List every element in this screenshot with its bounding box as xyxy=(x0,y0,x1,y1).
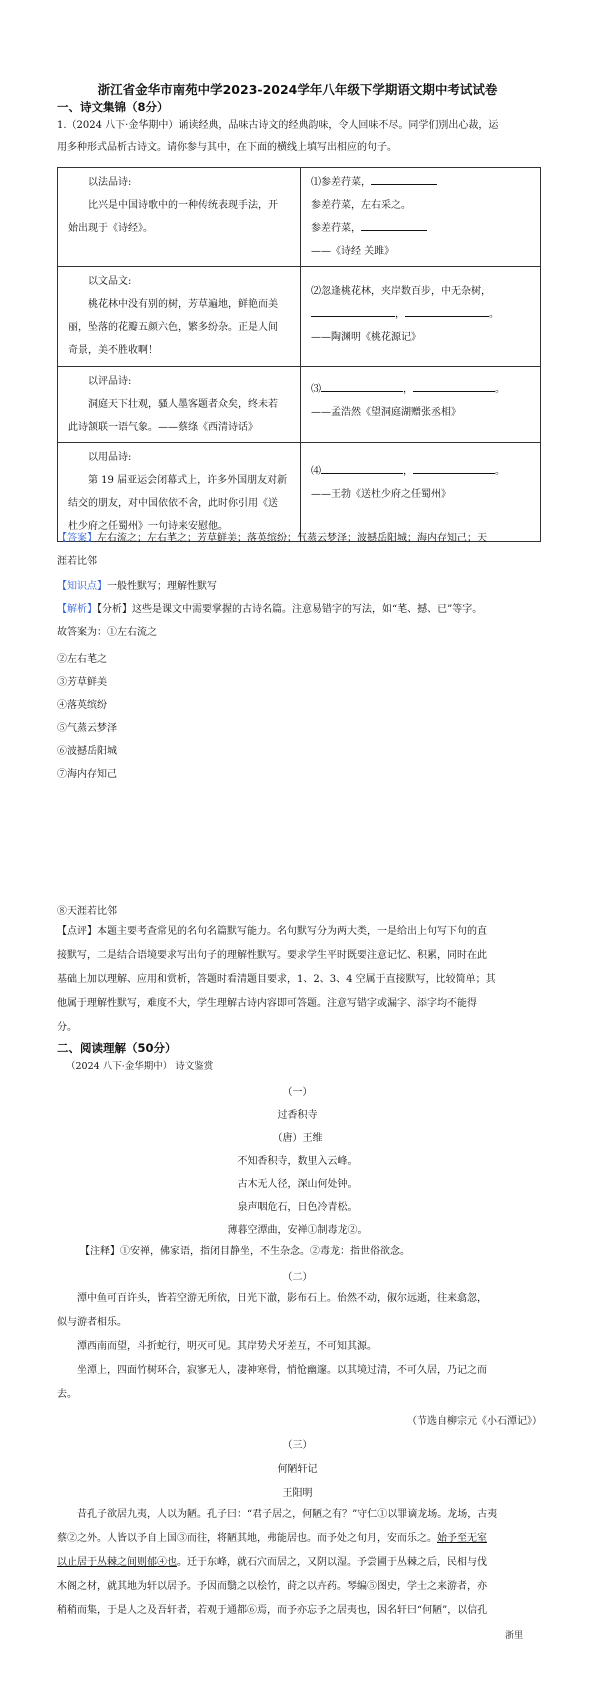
table-row xyxy=(58,267,541,367)
prose-line: 昔孔子欲居九夷，人以为陋。孔子曰：“君子居之，何陋之有？”守仁①以罪谪龙场。龙场，古夷 xyxy=(77,1509,498,1520)
cell-line: 以文品文: xyxy=(88,276,132,287)
underlined-text: 始予至无室 xyxy=(437,1533,487,1544)
answer-item: ②左右芼之 xyxy=(57,654,107,665)
prose-source: （节选自柳宗元《小石潭记》） xyxy=(407,1416,542,1427)
prose-line: 以止居于丛棘之间则郁④也。迁于东峰，就石穴而居之，又阴以湿。予尝圃于丛棘之后，民相与伐 xyxy=(57,1557,487,1568)
prose-line: 蔡②之外。人皆以予自上国③而往，将陋其地，弗能居也。而予处之旬月，安而乐之。始予至无室 xyxy=(57,1533,487,1544)
cell-line: 结交的朋友，对中国依依不舍，此时你引用《送 xyxy=(68,498,278,509)
answer-text: 涯若比邻 xyxy=(57,556,97,567)
prose-line: 稍稍而集，于是人之及吾轩者，若观于通都⑥焉，而予亦忘予之居夷也，因名轩曰“何陋”，以信孔 xyxy=(57,1605,488,1616)
cell-line: 以法品诗: xyxy=(88,177,132,188)
section1-heading: 一、诗文集锦（8分） xyxy=(57,100,169,114)
page-footer: 浙里 xyxy=(504,1631,523,1641)
table-row xyxy=(58,443,541,542)
question-text: 1.（2024 八下·金华期中）诵读经典，品味古诗文的经典韵味，令人回味不尽。同学们別出心裁，运 xyxy=(57,120,499,131)
comment-line: 他属于理解性默写，难度不大，学生理解古诗内容即可答题。注意写错字或漏字、添字均不能得 xyxy=(57,998,477,1009)
prose-line: 去。 xyxy=(57,1389,77,1400)
table-cell xyxy=(301,267,541,367)
poem-note: 【注释】①安禅，佛家语，指闭目静坐，不生杂念。②毒龙：指世俗欲念。 xyxy=(80,1246,410,1257)
part3-number: （三） xyxy=(282,1440,313,1451)
poem-author: （唐）王维 xyxy=(272,1133,323,1144)
table-cell xyxy=(301,168,541,267)
cell-line: 以用品诗: xyxy=(88,452,132,463)
cell-line: 桃花林中没有别的树，芳草遍地，鲜艳而美 xyxy=(88,299,278,310)
section2-sub: （2024 八下·金华期中） 诗文鉴赏 xyxy=(66,1061,214,1072)
point-text: 一般性默写；理解性默写 xyxy=(107,581,217,592)
poem-line: 古木无人径，深山何处钟。 xyxy=(237,1179,358,1190)
poem-line: 薄暮空潭曲，安禅①制毒龙②。 xyxy=(227,1225,368,1236)
section2-heading: 二、阅读理解（50分） xyxy=(57,1041,177,1055)
prose-line: 木阁之材，就其地为轩以居予。予因而翳之以桧竹，莳之以卉药。琴编⑤图史，学士之来游者，亦 xyxy=(57,1581,487,1592)
part3-title: 何陋轩记 xyxy=(277,1464,318,1475)
poem-line: 泉声咽危石，日色冷青松。 xyxy=(237,1202,358,1213)
question-text: 用多种形式品析古诗文。请你参与其中，在下面的横线上填写出相应的句子。 xyxy=(57,142,397,153)
fill-blank[interactable] xyxy=(361,219,427,231)
table-row xyxy=(58,367,541,443)
fill-blank[interactable] xyxy=(311,305,395,317)
cell-line: 丽，坠落的花瓣五颜六色，繁多纷杂。正是人间 xyxy=(68,322,278,333)
answer-item: ⑧天涯若比邻 xyxy=(57,906,117,917)
prose-line: 似与游者相乐。 xyxy=(57,1317,127,1328)
answer-text: 左右流之；左右芼之；芳草鲜美；落英缤纷；气蒸云梦泽；波撼岳阳城；海内存知己；天 xyxy=(97,533,487,544)
cell-line: ——陶渊明《桃花源记》 xyxy=(311,332,421,343)
part3-author: 王阳明 xyxy=(282,1488,313,1499)
fill-blank[interactable] xyxy=(413,380,495,392)
comment-line: 【点评】本题主要考查常见的名句名篇默写能力。名句默写分为两大类，一是给出上句写下句的直 xyxy=(57,926,487,937)
table-cell xyxy=(58,168,301,267)
cell-line: ， 。 xyxy=(311,303,530,326)
table-row xyxy=(58,168,541,267)
answer-item: ⑦海内存知己 xyxy=(57,769,117,780)
part1-number: （一） xyxy=(282,1087,313,1098)
answer-tag: 【答案】 xyxy=(57,533,97,544)
cell-line: ——《诗经 关雎》 xyxy=(311,246,395,257)
cell-line: ——孟浩然《望洞庭湖赠张丞相》 xyxy=(311,407,461,418)
poem-title: 过香积寺 xyxy=(277,1110,318,1121)
comment-line: 接默写，二是结合语境要求写出句子的理解性默写。要求学生平时既要注意记忆、积累，同时在此 xyxy=(57,950,487,961)
page-title: 浙江省金华市南苑中学2023-2024学年八年级下学期语文期中考试试卷 xyxy=(97,82,498,97)
answer-item: ⑥波撼岳阳城 xyxy=(57,746,117,757)
answers-intro: 故答案为：①左右流之 xyxy=(57,627,157,638)
fill-blank[interactable] xyxy=(321,462,403,474)
analysis-text: 【分析】这些是课文中需要掌握的古诗名篇。注意易错字的写法，如“芼、撼、已”等字。 xyxy=(97,604,483,615)
table-cell xyxy=(58,443,301,542)
cell-line: ⑴参差荇菜， xyxy=(311,171,530,194)
cell-line: 始出现于《诗经》。 xyxy=(68,223,153,234)
cell-line: 以评品诗: xyxy=(88,376,132,387)
fill-blank[interactable] xyxy=(321,380,403,392)
cell-line: 洞庭天下壮观，骚人墨客题者众矣，终未若 xyxy=(88,399,278,410)
underlined-text: 以止居于丛棘之间则郁④也 xyxy=(57,1557,177,1568)
comment-line: 分。 xyxy=(57,1022,77,1033)
answer-item: ⑤气蒸云梦泽 xyxy=(57,723,117,734)
cell-line: ⑶ ， 。 xyxy=(311,378,530,401)
answer-line xyxy=(57,532,542,546)
analysis xyxy=(57,603,542,617)
fill-blank[interactable] xyxy=(405,305,489,317)
cell-line: ——王勃《送杜少府之任蜀州》 xyxy=(311,489,451,500)
cell-line: ⑵忽逢桃花林，夹岸数百步，中无杂树， xyxy=(311,286,491,297)
answer-item: ③芳草鲜美 xyxy=(57,677,107,688)
cell-line: 此诗颔联一语气象。——蔡绦《西清诗话》 xyxy=(68,422,258,433)
part2-number: （二） xyxy=(282,1272,313,1283)
fill-blank[interactable] xyxy=(413,462,495,474)
knowledge-point xyxy=(57,580,542,594)
point-tag: 【知识点】 xyxy=(57,581,107,592)
cell-line: 比兴是中国诗歌中的一种传统表现手法，开 xyxy=(88,200,278,211)
table-cell xyxy=(58,267,301,367)
fill-blank[interactable] xyxy=(371,173,437,185)
cell-line: 第 19 届亚运会闭幕式上，许多外国朋友对新 xyxy=(88,475,288,486)
analysis-tag: 【解析】 xyxy=(57,604,97,615)
cell-line: 参差荇菜， xyxy=(311,217,530,240)
answer-item: ④落英缤纷 xyxy=(57,700,107,711)
prose-line: 潭中鱼可百许头，皆若空游无所依，日光下澈，影布石上。佁然不动，俶尔远逝，往来翕忽， xyxy=(77,1293,487,1304)
table-cell xyxy=(301,443,541,542)
poem-table xyxy=(57,167,541,542)
cell-line: 杜少府之任蜀州》一句诗来安慰他。 xyxy=(68,521,228,532)
poem-line: 不知香积寺，数里入云峰。 xyxy=(237,1156,358,1167)
cell-line: 奇景，美不胜收啊！ xyxy=(68,345,158,356)
table-cell xyxy=(301,367,541,443)
prose-line: 坐潭上，四面竹树环合，寂寥无人，凄神寒骨，悄怆幽邃。以其境过清，不可久居，乃记之而 xyxy=(77,1365,487,1376)
cell-line: ⑷ ， 。 xyxy=(311,460,530,483)
cell-line: 参差荇菜，左右采之。 xyxy=(311,200,411,211)
comment-line: 基础上加以理解、应用和赏析，答题时看清题目要求，1、2、3、4 空属于直接默写，比较简单；其 xyxy=(57,974,496,985)
prose-line: 潭西南而望，斗折蛇行，明灭可见。其岸势犬牙差互，不可知其源。 xyxy=(77,1341,377,1352)
table-cell xyxy=(58,367,301,443)
